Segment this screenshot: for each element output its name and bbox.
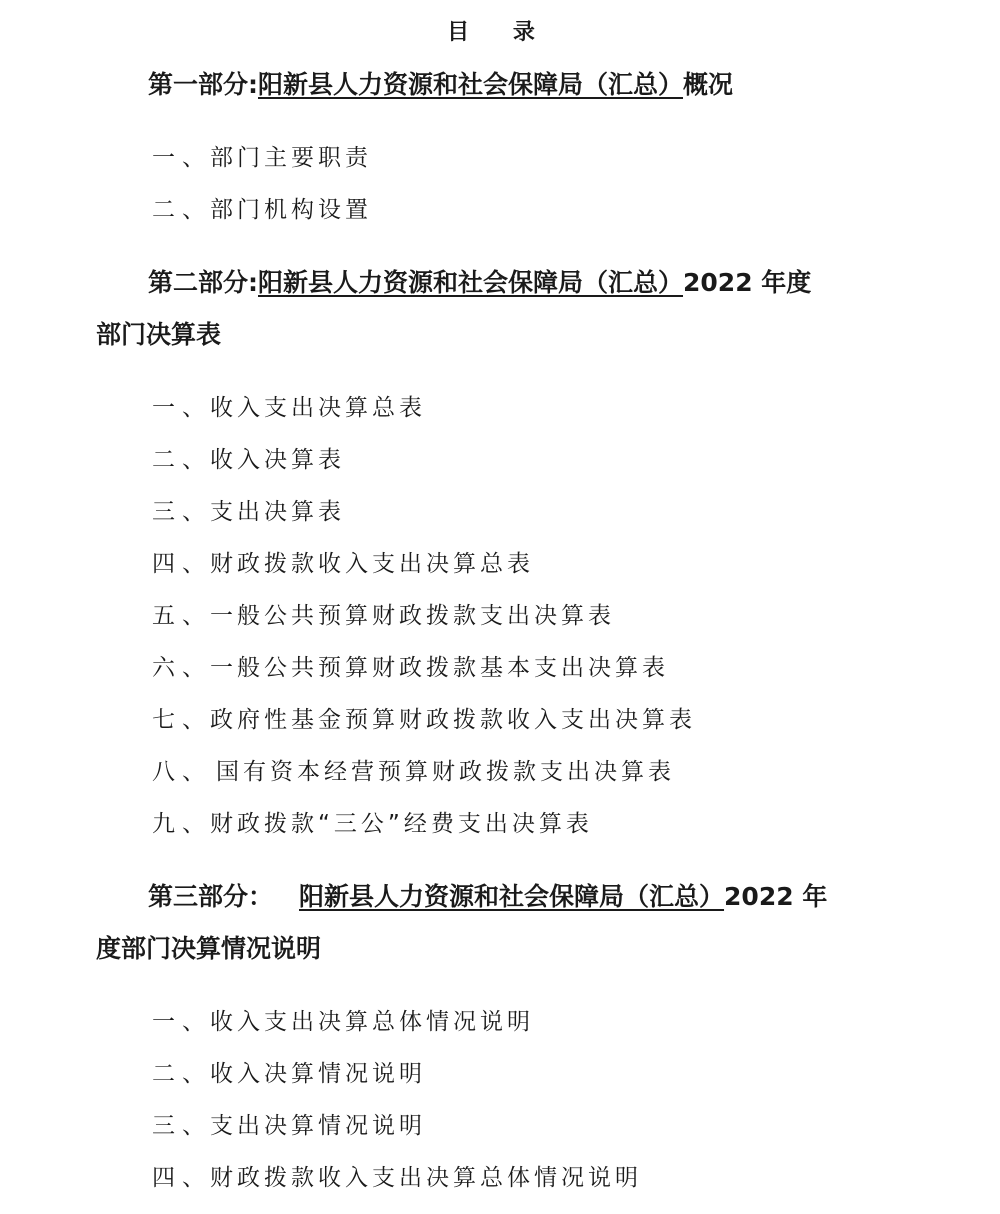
item-text: 国有资本经营预算财政拨款支出决算表 xyxy=(216,759,675,785)
item-number: 四 xyxy=(152,551,179,577)
item-text: 政府性基金预算财政拨款收入支出决算表 xyxy=(210,707,696,733)
item-text: 部门机构设置 xyxy=(210,197,372,223)
part1-item-2 xyxy=(152,194,372,226)
item-separator: 、 xyxy=(182,551,209,577)
part3-heading xyxy=(148,880,827,914)
part1-prefix: 第一部分: xyxy=(148,70,258,99)
item-number: 二 xyxy=(152,1061,179,1087)
item-separator: 、 xyxy=(182,197,209,223)
part2-heading xyxy=(148,266,811,300)
page-title: 目 录 xyxy=(447,20,553,45)
item-text: 支出决算表 xyxy=(210,499,345,525)
part3-item-1 xyxy=(152,1006,534,1038)
item-separator: 、 xyxy=(182,655,209,681)
part2-item-9 xyxy=(152,808,593,840)
part2-item-1 xyxy=(152,392,426,424)
item-separator: 、 xyxy=(182,707,209,733)
item-text: 财政拨款“三公”经费支出决算表 xyxy=(210,811,593,837)
item-separator: 、 xyxy=(182,1113,209,1139)
part3-item-4 xyxy=(152,1162,642,1194)
part2-suffix: 2022 年度 xyxy=(683,268,812,297)
item-separator: 、 xyxy=(182,395,209,421)
item-number: 五 xyxy=(152,603,179,629)
part2-prefix: 第二部分: xyxy=(148,268,258,297)
item-number: 一 xyxy=(152,395,179,421)
item-number: 二 xyxy=(152,447,179,473)
item-number: 九 xyxy=(152,811,179,837)
part1-suffix: 概况 xyxy=(683,70,734,99)
part3-heading-continuation: 度部门决算情况说明 xyxy=(96,934,322,963)
item-number: 三 xyxy=(152,1113,179,1139)
item-text: 支出决算情况说明 xyxy=(210,1113,426,1139)
item-separator: 、 xyxy=(182,499,209,525)
item-text: 收入决算情况说明 xyxy=(210,1061,426,1087)
part3-prefix: 第三部分： xyxy=(148,882,274,911)
item-text: 收入决算表 xyxy=(210,447,345,473)
part2-item-2 xyxy=(152,444,345,476)
part2-item-3 xyxy=(152,496,345,528)
part3-org: 阳新县人力资源和社会保障局（汇总） xyxy=(299,882,725,911)
item-separator: 、 xyxy=(182,759,209,785)
item-separator: 、 xyxy=(182,1165,209,1191)
part3-suffix: 2022 年 xyxy=(724,882,828,911)
item-number: 一 xyxy=(152,145,179,171)
item-separator: 、 xyxy=(182,1009,209,1035)
item-text: 收入支出决算总体情况说明 xyxy=(210,1009,534,1035)
item-number: 八 xyxy=(152,759,179,785)
item-separator: 、 xyxy=(182,145,209,171)
item-text: 财政拨款收入支出决算总表 xyxy=(210,551,534,577)
item-number: 一 xyxy=(152,1009,179,1035)
part2-item-6 xyxy=(152,652,669,684)
item-number: 六 xyxy=(152,655,179,681)
item-text: 一般公共预算财政拨款基本支出决算表 xyxy=(210,655,669,681)
part1-heading xyxy=(148,68,733,102)
part3-item-2 xyxy=(152,1058,426,1090)
item-separator: 、 xyxy=(182,811,209,837)
item-number: 四 xyxy=(152,1165,179,1191)
item-text: 收入支出决算总表 xyxy=(210,395,426,421)
item-text: 一般公共预算财政拨款支出决算表 xyxy=(210,603,615,629)
item-separator: 、 xyxy=(182,1061,209,1087)
item-text: 财政拨款收入支出决算总体情况说明 xyxy=(210,1165,642,1191)
item-text: 部门主要职责 xyxy=(210,145,372,171)
item-number: 七 xyxy=(152,707,179,733)
part2-item-4 xyxy=(152,548,534,580)
item-number: 三 xyxy=(152,499,179,525)
part2-item-5 xyxy=(152,600,615,632)
part1-item-1 xyxy=(152,142,372,174)
part2-item-7 xyxy=(152,704,696,736)
item-separator: 、 xyxy=(182,603,209,629)
item-separator: 、 xyxy=(182,447,209,473)
part1-org: 阳新县人力资源和社会保障局（汇总） xyxy=(258,70,684,99)
part2-item-8 xyxy=(152,756,675,788)
part2-org: 阳新县人力资源和社会保障局（汇总） xyxy=(258,268,684,297)
item-number: 二 xyxy=(152,197,179,223)
part3-item-3 xyxy=(152,1110,426,1142)
part2-heading-continuation: 部门决算表 xyxy=(96,320,222,349)
